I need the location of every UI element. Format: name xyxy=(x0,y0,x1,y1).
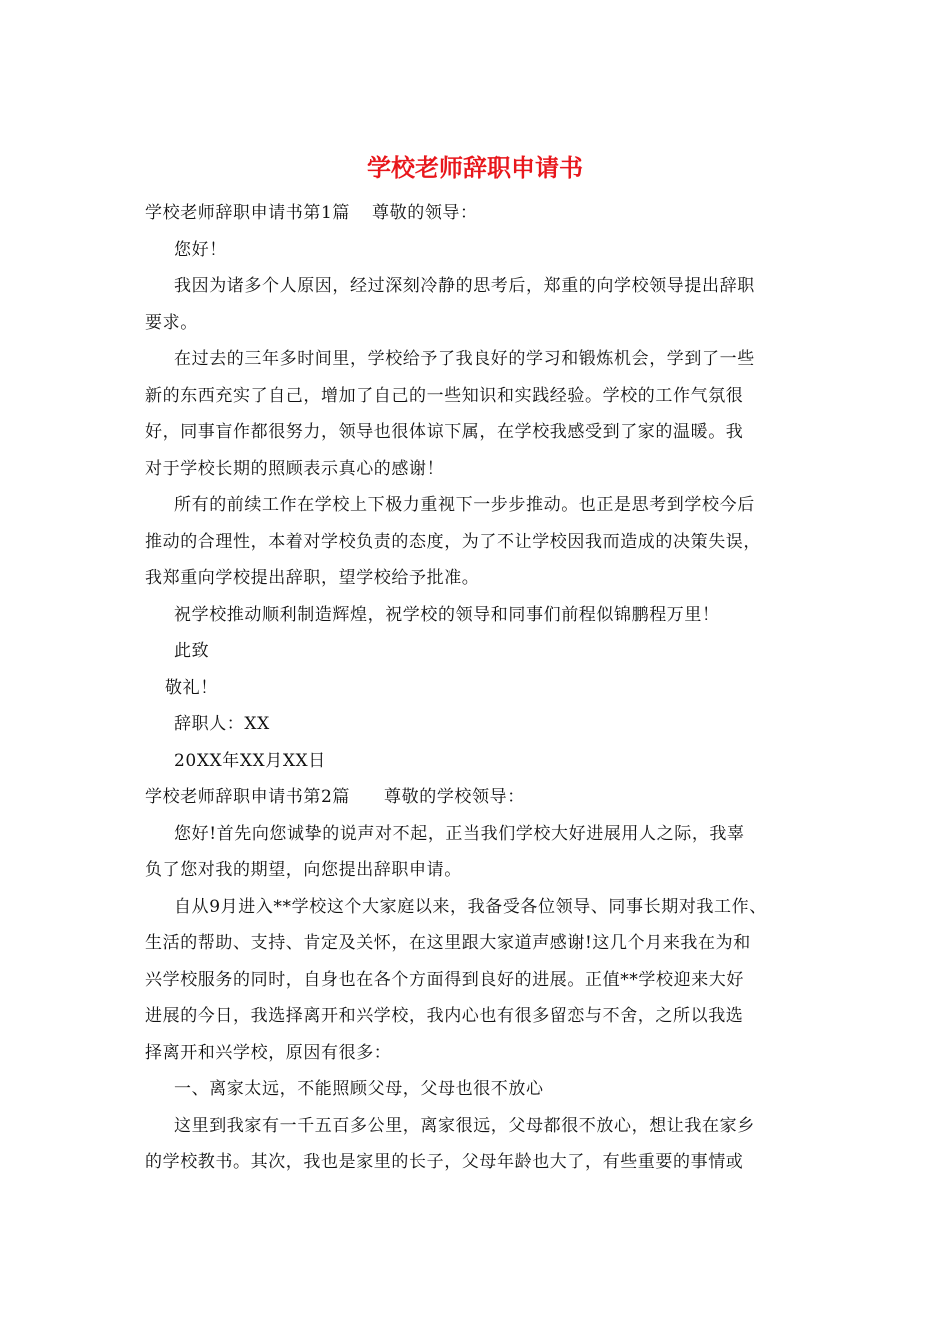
letter1-p2-line: 好，同事盲作都很努力，领导也很体谅下属，在学校我感受到了家的温暖。我 xyxy=(145,422,744,442)
letter1-p4: 祝学校推动顺利制造辉煌，祝学校的领导和同事们前程似锦鹏程万里！ xyxy=(174,604,720,625)
letter1-heading-line xyxy=(145,195,810,232)
letter1-salutation: 尊敬的领导： xyxy=(372,203,478,223)
letter2-p3: 一、离家太远，不能照顾父母，父母也很不放心 xyxy=(174,1079,544,1099)
letter1-date: 20XX年XX月XX日 xyxy=(174,750,326,771)
letter2-p2-line: 进展的今日，我选择离开和兴学校，我内心也有很多留恋与不舍，之所以我选 xyxy=(145,1006,744,1026)
letter2-p2-line: 兴学校服务的同时，自身也在各个方面得到良好的进展。正值**学校迎来大好 xyxy=(145,969,744,990)
letter1-heading: 学校老师辞职申请书第1篇 xyxy=(145,203,351,223)
letter1-p1-line: 要求。 xyxy=(145,312,198,333)
letter1-p2-line: 在过去的三年多时间里，学校给予了我良好的学习和锻炼机会，学到了一些 xyxy=(174,349,755,369)
letter1-closing1: 此致 xyxy=(174,641,210,661)
letter2-p1-line: 您好!首先向您诚挚的说声对不起，正当我们学校大好进展用人之际，我辜 xyxy=(174,823,745,844)
letter1-p2-line: 对于学校长期的照顾表示真心的感谢！ xyxy=(145,458,445,479)
letter2-p4-line: 的学校教书。其次，我也是家里的长子，父母年龄也大了，有些重要的事情或 xyxy=(145,1152,744,1172)
letter1-p1-line: 我因为诸多个人原因，经过深刻冷静的思考后，郑重的向学校领导提出辞职 xyxy=(174,276,755,296)
letter1-p2-line: 新的东西充实了自己，增加了自己的一些知识和实践经验。学校的工作气氛很 xyxy=(145,385,744,406)
document-body xyxy=(145,195,810,1181)
document-title: 学校老师辞职申请书 xyxy=(367,153,583,182)
letter1-closing2: 敬礼！ xyxy=(165,677,218,698)
letter2-p2-line: 生活的帮助、支持、肯定及关怀，在这里跟大家道声感谢!这几个月来我在为和 xyxy=(145,933,751,953)
letter1-greeting: 您好！ xyxy=(174,239,227,260)
letter2-heading: 学校老师辞职申请书第2篇 xyxy=(145,787,351,807)
letter2-heading-line xyxy=(145,779,810,816)
letter2-p1-line: 负了您对我的期望，向您提出辞职申请。 xyxy=(145,860,462,880)
letter2-salutation: 尊敬的学校领导： xyxy=(384,787,525,807)
letter1-p3-line: 推动的合理性，本着对学校负责的态度，为了不让学校因我而造成的决策失误， xyxy=(145,531,761,552)
letter1-p3-line: 所有的前续工作在学校上下极力重视下一步步推动。也正是思考到学校今后 xyxy=(174,495,755,515)
letter2-p4-line: 这里到我家有一千五百多公里，离家很远，父母都很不放心，想让我在家乡 xyxy=(174,1115,755,1136)
letter1-p3-line: 我郑重向学校提出辞职，望学校给予批准。 xyxy=(145,568,480,588)
letter2-p2-line: 自从9月进入**学校这个大家庭以来，我备受各位领导、同事长期对我工作、 xyxy=(174,896,767,917)
letter2-p2-line: 择离开和兴学校，原因有很多： xyxy=(145,1042,392,1063)
letter1-signer: 辞职人：XX xyxy=(174,714,270,734)
